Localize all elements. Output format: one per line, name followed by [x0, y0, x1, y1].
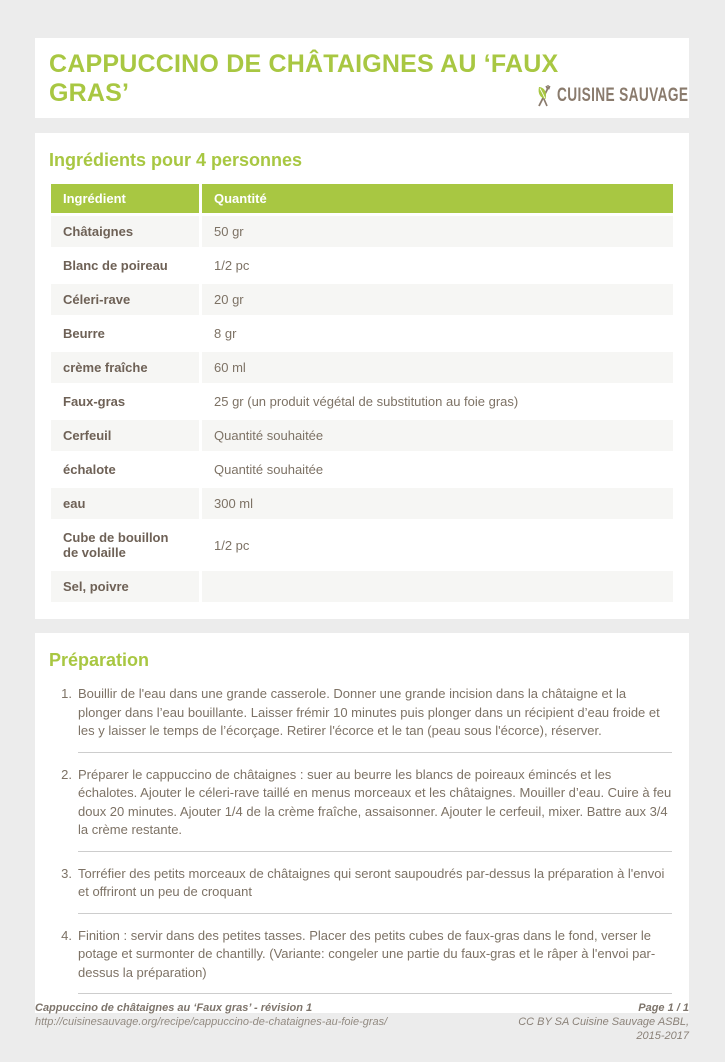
ingredient-name: Beurre [51, 318, 199, 349]
table-row [51, 284, 673, 315]
ingredient-quantity [202, 571, 673, 602]
ingredient-name: eau [51, 488, 199, 519]
ingredients-heading: Ingrédients pour 4 personnes [49, 150, 303, 170]
table-row [51, 386, 673, 417]
preparation-step [61, 865, 672, 914]
ingredient-name: Châtaignes [51, 216, 199, 247]
step-text: Finition : servir dans des petites tasses. Placer des petits cubes de faux-gras dans le fond, verser le potage et surmonter de chantilly. (Variante: congeler une partie du faux-gras et le râper à l'envoi par-dessus la préparation) [78, 927, 656, 980]
ingredient-quantity: 8 gr [202, 318, 673, 349]
leaf-fork-icon [533, 84, 555, 108]
table-row [51, 488, 673, 519]
column-header-ingredient: Ingrédient [51, 184, 199, 213]
ingredient-quantity: Quantité souhaitée [202, 420, 673, 451]
step-number: 4. [61, 927, 72, 943]
table-row [51, 522, 673, 568]
ingredient-name: échalote [51, 454, 199, 485]
step-number: 3. [61, 865, 72, 881]
footer-license: CC BY SA Cuisine Sauvage ASBL, [518, 1016, 689, 1028]
table-row [51, 352, 673, 383]
step-text: Torréfier des petits morceaux de châtaignes qui seront saupoudrés par-dessus la préparation à l'envoi et offriront un peu de croquant [78, 865, 665, 899]
ingredient-quantity: Quantité souhaitée [202, 454, 673, 485]
brand-name: CUISINE SAUVAGE [557, 85, 689, 106]
ingredient-name: crème fraîche [51, 352, 199, 383]
table-row [51, 318, 673, 349]
step-number: 1. [61, 686, 72, 701]
table-header-row [51, 184, 673, 213]
footer-right [518, 1001, 689, 1043]
footer-doc-title: Cappuccino de châtaignes au ‘Faux gras’ - révision 1 [35, 1002, 313, 1014]
footer-years: 2015-2017 [636, 1030, 689, 1042]
table-row [51, 250, 673, 281]
ingredient-quantity: 20 gr [202, 284, 673, 315]
step-text: Préparer le cappuccino de châtaignes : suer au beurre les blancs de poireaux émincés et les échalotes. Ajouter le céleri-rave taillé en menus morceaux et les châtaignes. Mouiller d’eau. Cuire à feu doux 20 minutes. Ajouter 1/4 de la crème fraîche, assaisonner. Ajouter le cerfeuil, mixer. Battre aux 3/4 la crème restante. [78, 766, 672, 837]
ingredient-quantity: 60 ml [202, 352, 673, 383]
preparation-card [35, 633, 689, 1013]
footer-page-number: Page 1 / 1 [638, 1002, 689, 1014]
ingredient-name: Cerfeuil [51, 420, 199, 451]
ingredient-quantity: 1/2 pc [202, 522, 673, 568]
ingredient-name: Cube de bouillon de volaille [51, 522, 199, 568]
table-row [51, 216, 673, 247]
table-row [51, 571, 673, 602]
ingredients-table [48, 181, 676, 605]
footer-url[interactable]: http://cuisinesauvage.org/recipe/cappuccino-de-chataignes-au-foie-gras/ [35, 1016, 388, 1028]
footer-left [35, 1001, 387, 1043]
ingredient-quantity: 25 gr (un produit végétal de substitution au foie gras) [202, 386, 673, 417]
ingredient-quantity: 50 gr [202, 216, 673, 247]
ingredient-name: Faux-gras [51, 386, 199, 417]
recipe-title: CAPPUCCINO DE CHÂTAIGNES AU ‘FAUX GRAS’ [49, 50, 559, 107]
step-number: 2. [61, 766, 72, 782]
preparation-step [61, 927, 672, 995]
column-header-quantity: Quantité [202, 184, 673, 213]
preparation-steps [48, 685, 672, 994]
brand-logo [533, 84, 689, 108]
page-footer [35, 1001, 689, 1043]
preparation-step [61, 766, 672, 852]
table-row [51, 420, 673, 451]
preparation-step [61, 685, 672, 753]
recipe-page [0, 38, 725, 1062]
step-text: Bouillir de l'eau dans une grande casserole. Donner une grande incision dans la châtaigne et la plonger dans l’eau bouillante. Laisser frémir 10 minutes puis plonger dans un récipient d’eau froide et les y laisser le temps de l’écorçage. Retirer l'écorce et le tan (peau sous l'écorce), réserver. [78, 686, 660, 738]
table-row [51, 454, 673, 485]
ingredient-name: Blanc de poireau [51, 250, 199, 281]
ingredient-name: Sel, poivre [51, 571, 199, 602]
header-card [35, 38, 689, 118]
ingredient-quantity: 1/2 pc [202, 250, 673, 281]
ingredients-card [35, 133, 689, 619]
ingredient-quantity: 300 ml [202, 488, 673, 519]
ingredient-name: Céleri-rave [51, 284, 199, 315]
preparation-heading: Préparation [49, 650, 150, 670]
